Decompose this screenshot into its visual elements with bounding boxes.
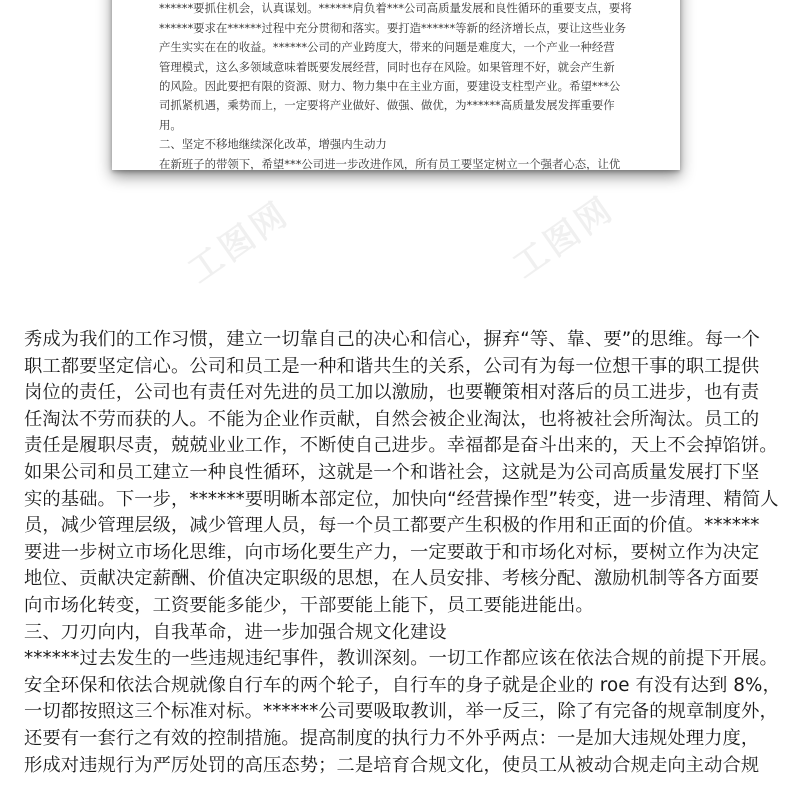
- preview-line: 司抓紧机遇，乘势而上，一定要将产业做好、做强、做优，为******高质量发展发挥重要作: [159, 98, 615, 113]
- preview-line: 在新班子的带领下，希望***公司进一步改进作风，所有员工要坚定树立一个强者心态，让优: [159, 156, 621, 170]
- body-line: 还要有一套行之有效的控制措施。提高制度的执行力不外乎两点：一是加大违规处理力度，: [24, 727, 760, 749]
- watermark-logo: 工图网: [180, 193, 298, 292]
- body-line: 一切都按照这三个标准对标。******公司要吸取教训，举一反三，除了有完备的规章制度外，: [24, 701, 778, 723]
- watermark-logo: 工图网: [505, 188, 623, 287]
- body-line: 职工都要坚定信心。公司和员工是一种和谐共生的关系，公司有为每一位想干事的职工提供: [24, 355, 760, 377]
- body-line: ******过去发生的一些违规违纪事件，教训深刻。一切工作都应该在依法合规的前提下开展。: [24, 648, 778, 670]
- body-line: 形成对违规行为严厉处罚的高压态势；二是培育合规文化，使员工从被动合规走向主动合规: [24, 754, 760, 776]
- body-line: 地位、贡献决定薪酬、价值决定职级的思想，在人员安排、考核分配、激励机制等各方面要: [24, 568, 760, 590]
- body-line: 如果公司和员工建立一种良性循环，这就是一个和谐社会，这就是为公司高质量发展打下坚: [24, 461, 760, 483]
- preview-line: ******要求在******过程中充分贯彻和落实。要打造******等新的经济增长点，要让这些业务: [159, 20, 627, 35]
- body-line: 任淘汰不劳而获的人。不能为企业作贡献，自然会被企业淘汰，也将被社会所淘汰。员工的: [24, 408, 760, 430]
- body-line: 安全环保和依法合规就像自行车的两个轮子，自行车的身子就是企业的 roe 有没有达到 8%，: [24, 674, 781, 696]
- preview-line: 产生实实在在的收益。******公司的产业跨度大，带来的问题是难度大，一个产业一种经营: [159, 40, 615, 55]
- section-heading: 三、刀刃向内，自我革命，进一步加强合规文化建设: [24, 621, 447, 643]
- preview-line: 用。: [159, 117, 182, 132]
- body-line: 秀成为我们的工作习惯，建立一切靠自己的决心和信心，摒弃“等、靠、要”的思维。每一个: [24, 329, 761, 350]
- document-preview-card: [112, 0, 680, 170]
- body-line: 员，减少管理层级，减少管理人员，每一个员工都要产生积极的作用和正面的价值。******: [24, 515, 760, 537]
- preview-line: 的风险。因此要把有限的资源、财力、物力集中在主业方面，要建设支柱型产业。希望***公: [159, 79, 621, 94]
- body-line: 实的基础。下一步，******要明晰本部定位，加快向“经营操作型”转变，进一步清理、精简人: [24, 488, 779, 510]
- document-body-text: [24, 327, 784, 779]
- preview-line: 二、坚定不移地继续深化改革，增强内生动力: [159, 137, 387, 152]
- preview-line: ******要抓住机会，认真谋划。******肩负着***公司高质量发展和良性循环的重要支点，要将: [159, 1, 632, 16]
- body-line: 责任是履职尽责，兢兢业业工作，不断使自己进步。幸福都是奋斗出来的，天上不会掉馅饼。: [24, 435, 778, 457]
- body-line: 向市场化转变，工资要能多能少，干部要能上能下，员工要能进能出。: [24, 594, 594, 616]
- body-line: 要进一步树立市场化思维，向市场化要生产力，一定要敢于和市场化对标，要树立作为决定: [24, 541, 760, 563]
- preview-text-block: [159, 0, 643, 170]
- preview-line: 管理模式，这么多领域意味着既要发展经营，同时也存在风险。如果管理不好，就会产生新: [159, 59, 615, 74]
- body-line: 岗位的责任，公司也有责任对先进的员工加以激励，也要鞭策相对落后的员工进步，也有责: [24, 382, 760, 404]
